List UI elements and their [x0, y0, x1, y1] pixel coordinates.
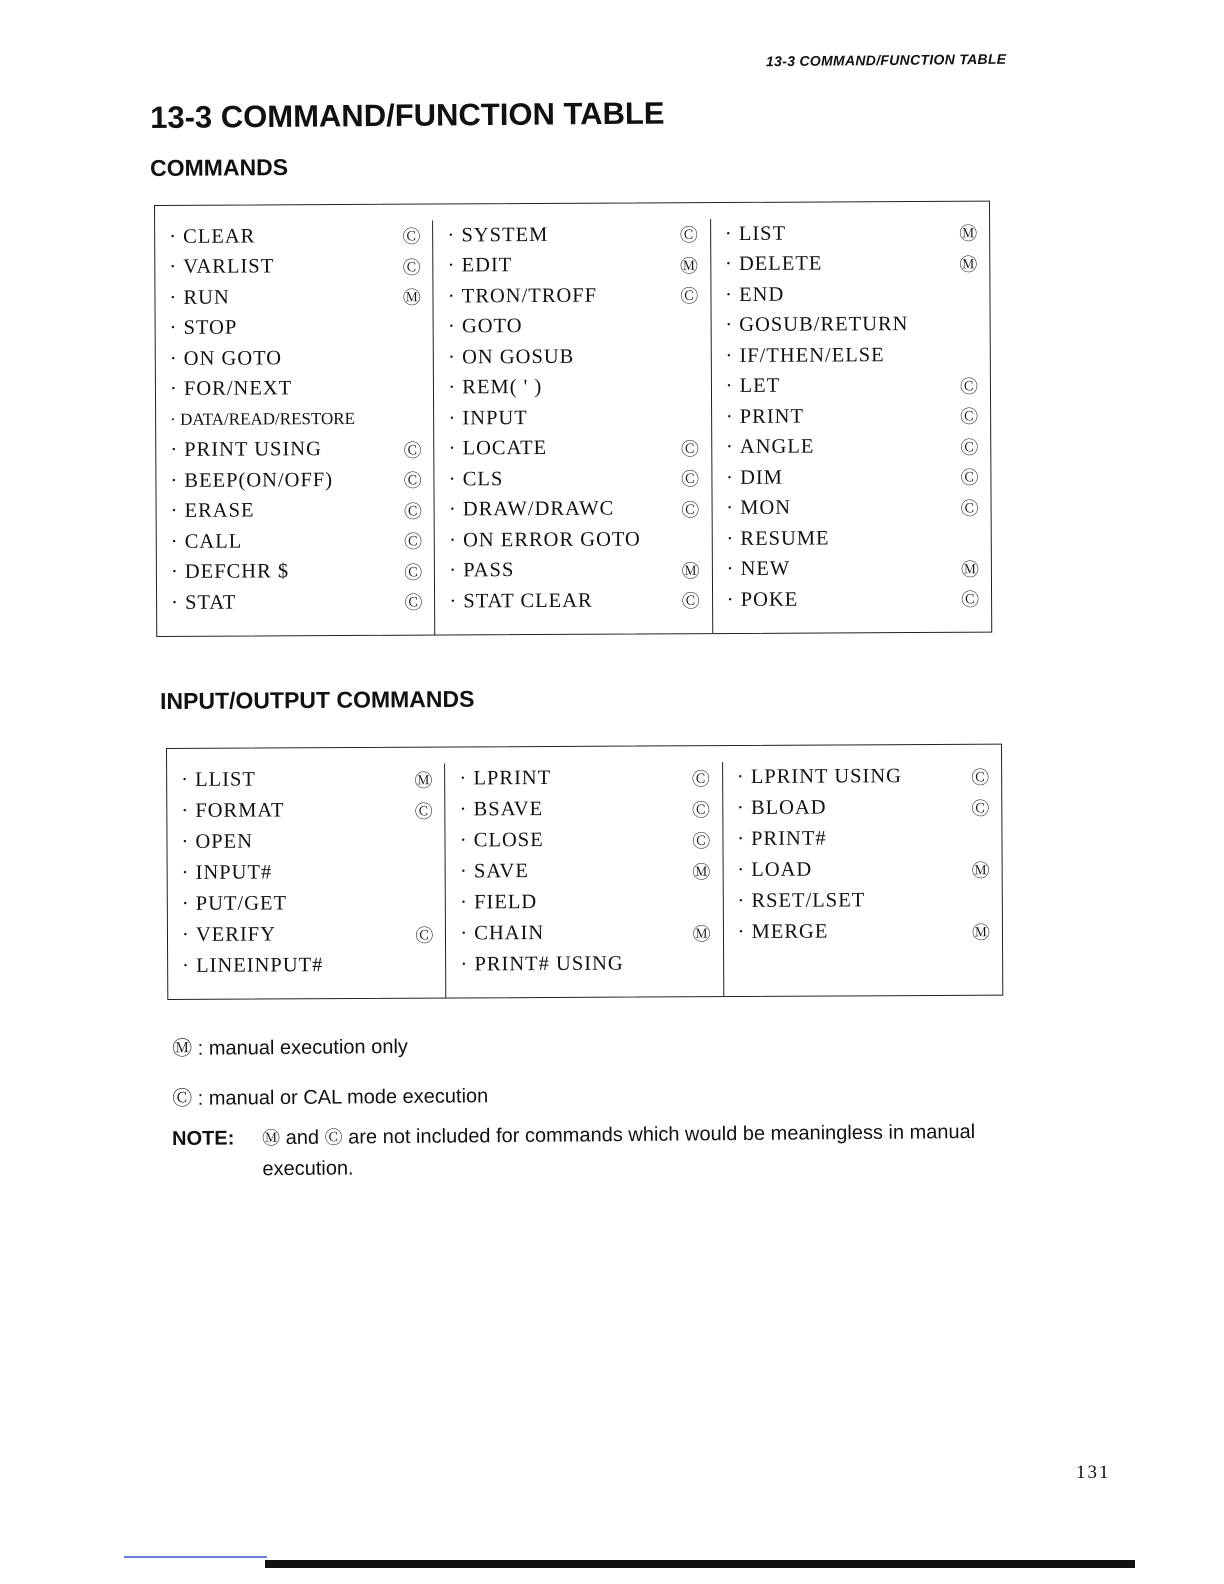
cal-mark-icon: Ⓒ [404, 531, 423, 553]
table-column [167, 764, 446, 999]
command-name: · RSET/LSET [737, 889, 865, 913]
cal-mark-icon: Ⓒ [680, 286, 699, 308]
command-row [726, 462, 980, 494]
command-name: · DELETE [725, 253, 822, 277]
command-row [460, 793, 713, 825]
commands-table [154, 201, 992, 637]
manual-mark-icon: Ⓜ [692, 861, 711, 883]
command-row [449, 463, 701, 495]
command-row [170, 373, 423, 405]
cal-mark-icon: Ⓒ [961, 589, 980, 612]
command-name: · IF/THEN/ELSE [725, 344, 884, 368]
cal-mark-icon: Ⓒ [692, 830, 711, 852]
command-name: · LPRINT [459, 767, 551, 790]
manual-mark-icon: Ⓜ [402, 287, 421, 309]
manual-mark-icon: Ⓜ [971, 922, 991, 944]
cal-mark-icon: Ⓒ [691, 799, 711, 821]
table-column [444, 762, 723, 997]
command-name: · FORMAT [181, 799, 284, 823]
cal-mark-icon: Ⓒ [404, 592, 423, 614]
command-row [460, 855, 713, 887]
cal-mark-icon: Ⓒ [960, 437, 979, 459]
command-row [726, 492, 980, 524]
command-row [726, 431, 980, 463]
command-row [448, 341, 700, 373]
note-body [262, 1117, 1013, 1185]
cal-mark-icon: Ⓒ [960, 467, 979, 490]
command-name: · LOAD [737, 859, 812, 882]
command-name: · BLOAD [737, 797, 827, 820]
command-name: · STOP [170, 317, 238, 340]
command-row [170, 404, 423, 436]
cal-mark-icon: Ⓒ [415, 925, 434, 947]
command-name: · PRINT USING [170, 438, 322, 462]
manual-mark-icon: Ⓜ [960, 559, 979, 581]
cal-mark-icon: Ⓒ [402, 226, 421, 248]
note-label: NOTE: [172, 1127, 235, 1150]
note [172, 1117, 1013, 1185]
command-name: · PUT/GET [182, 892, 287, 916]
cal-mark-icon: Ⓒ [959, 376, 979, 398]
command-name: · LPRINT USING [737, 765, 902, 789]
table-column [710, 218, 991, 633]
command-row [181, 764, 434, 796]
command-name: · GOTO [448, 315, 523, 338]
command-row [181, 826, 434, 858]
command-name: · PRINT# USING [460, 953, 623, 977]
manual-mark-icon: Ⓜ [959, 223, 978, 246]
command-row [449, 433, 702, 465]
command-row [449, 494, 702, 526]
legend-manual [172, 1030, 408, 1061]
command-name: · NEW [727, 558, 791, 581]
command-name: · POKE [727, 588, 799, 611]
legend-cal [172, 1079, 488, 1111]
command-row [171, 556, 424, 588]
command-name: · ANGLE [726, 436, 815, 459]
command-row [725, 309, 979, 341]
cal-mark-icon: Ⓒ [403, 470, 422, 492]
command-row [171, 495, 424, 527]
command-row [725, 218, 979, 250]
page-title: 13-3 COMMAND/FUNCTION TABLE [150, 95, 665, 135]
command-name: · INPUT# [182, 861, 273, 884]
manual-mark-icon: Ⓜ [971, 860, 990, 882]
command-name: · PASS [449, 559, 514, 582]
command-name: · CALL [171, 530, 243, 553]
command-name: · VARLIST [169, 256, 274, 280]
cal-mark-icon: Ⓒ [402, 257, 421, 279]
command-name: · CHAIN [460, 922, 544, 945]
command-name: · LINEINPUT# [182, 954, 323, 978]
command-row [171, 587, 424, 619]
io-commands-table [166, 744, 1003, 1000]
command-name: · PRINT [726, 405, 804, 428]
cal-mark-icon: Ⓒ [680, 438, 700, 460]
command-row [448, 372, 701, 404]
command-row [725, 340, 979, 372]
command-name: · REM( ' ) [448, 376, 542, 399]
cal-mark-icon: Ⓒ [960, 406, 979, 429]
command-row [737, 854, 991, 886]
command-name: · TRON/TROFF [448, 284, 597, 308]
manual-mark-icon: Ⓜ [681, 560, 700, 582]
cal-mark-icon: Ⓒ [971, 767, 990, 789]
cal-mark-icon: Ⓒ [681, 469, 700, 491]
command-row [726, 401, 980, 433]
command-name: · MERGE [738, 921, 829, 944]
cal-mark-icon: Ⓒ [403, 501, 422, 523]
bottom-rule [265, 1560, 1135, 1568]
command-row [459, 762, 712, 794]
cal-mark-icon: Ⓒ [960, 498, 979, 520]
command-name: · CLS [449, 468, 504, 491]
command-name: · ERASE [171, 500, 255, 523]
command-row [182, 888, 435, 920]
commands-section-title: COMMANDS [150, 154, 289, 181]
command-row [169, 251, 422, 283]
manual-mark-icon: Ⓜ [959, 254, 978, 276]
command-name: · ON GOTO [170, 347, 282, 371]
command-row [170, 465, 423, 497]
command-name: · ON ERROR GOTO [449, 528, 641, 552]
command-row [182, 857, 435, 889]
command-row [460, 917, 713, 949]
command-name: · FIELD [460, 891, 537, 914]
command-name: · VERIFY [182, 923, 276, 946]
command-row [460, 886, 713, 918]
command-row [448, 280, 700, 312]
table-column [155, 221, 434, 636]
io-section-title: INPUT/OUTPUT COMMANDS [160, 685, 475, 714]
command-row [737, 885, 991, 917]
command-name: · DEFCHR $ [171, 561, 289, 585]
command-row [725, 248, 979, 280]
command-row [727, 584, 981, 616]
command-row [448, 250, 701, 282]
command-name: · BSAVE [460, 798, 544, 821]
command-row [181, 795, 434, 827]
command-name: · DATA/READ/RESTORE [170, 409, 355, 430]
legend-manual-text: : manual execution only [197, 1035, 408, 1060]
command-row [447, 219, 699, 251]
command-row [726, 523, 980, 555]
command-name: · END [725, 283, 784, 306]
command-row [449, 555, 701, 587]
cal-mark-icon: Ⓒ [403, 440, 422, 462]
cal-mark-icon: Ⓒ [679, 225, 698, 247]
command-row [737, 761, 991, 793]
command-row [170, 312, 423, 344]
command-row [727, 553, 981, 585]
command-name: · OPEN [181, 831, 253, 854]
cal-mark-icon: Ⓒ [971, 798, 990, 820]
command-name: · PRINT# [737, 828, 827, 851]
command-name: · SYSTEM [447, 224, 548, 248]
command-name: · DIM [726, 466, 783, 489]
command-row [448, 311, 701, 343]
note-and: and [285, 1126, 320, 1150]
command-name: · MON [726, 497, 791, 520]
command-name: · LET [726, 375, 781, 398]
command-name: · LLIST [181, 769, 256, 792]
table-column [432, 219, 712, 634]
cal-mark-icon: Ⓒ [172, 1085, 193, 1110]
command-name: · DRAW/DRAWC [449, 498, 614, 522]
command-name: · CLOSE [460, 829, 544, 852]
command-name: · RUN [169, 286, 229, 309]
cal-mark-icon: Ⓒ [404, 562, 423, 584]
command-name: · LOCATE [449, 437, 548, 461]
cal-mark-icon: Ⓒ [681, 591, 700, 613]
command-row [169, 221, 422, 253]
table-column [722, 761, 1003, 996]
command-name: · BEEP(ON/OFF) [170, 469, 333, 493]
cal-mark-icon: Ⓒ [414, 801, 433, 823]
running-head: 13-3 COMMAND/FUNCTION TABLE [765, 50, 1007, 70]
note-text: are not included for commands which would be meaningless in manual execution. [262, 1120, 976, 1181]
command-row [449, 524, 702, 556]
cal-mark-icon: Ⓒ [691, 768, 710, 790]
command-name: · CLEAR [169, 225, 255, 248]
command-name: · FOR/NEXT [170, 378, 292, 402]
command-row [737, 823, 991, 855]
manual-mark-icon: Ⓜ [172, 1035, 193, 1060]
command-name: · RESUME [726, 527, 829, 551]
command-row [460, 948, 713, 980]
command-row [460, 824, 713, 856]
command-name: · STAT [171, 591, 236, 614]
command-name: · SAVE [460, 860, 529, 883]
command-row [449, 585, 702, 617]
manual-mark-icon: Ⓜ [414, 770, 433, 792]
command-name: · LIST [725, 222, 786, 245]
manual-mark-icon: Ⓜ [692, 923, 711, 945]
manual-mark-icon: Ⓜ [679, 255, 699, 277]
command-row [170, 434, 423, 466]
command-name: · STAT CLEAR [449, 589, 592, 613]
manual-mark-icon: Ⓜ [262, 1128, 281, 1150]
command-row [726, 370, 980, 402]
command-row [182, 919, 435, 951]
command-name: · ON GOSUB [448, 346, 574, 370]
cal-mark-icon: Ⓒ [681, 499, 700, 521]
command-name: · EDIT [448, 254, 513, 277]
command-row [737, 792, 991, 824]
command-name: · INPUT [448, 407, 527, 430]
command-row [725, 279, 979, 311]
cal-mark-icon: Ⓒ [324, 1127, 343, 1149]
page-number: 131 [1076, 1462, 1111, 1483]
command-row [169, 282, 422, 314]
command-row [738, 916, 992, 948]
bottom-rule-thin [124, 1556, 267, 1558]
command-row [170, 343, 423, 375]
command-row [182, 950, 435, 982]
command-row [171, 526, 424, 558]
command-name: · GOSUB/RETURN [725, 313, 908, 337]
legend-cal-text: : manual or CAL mode execution [197, 1085, 489, 1110]
command-row [448, 402, 700, 434]
